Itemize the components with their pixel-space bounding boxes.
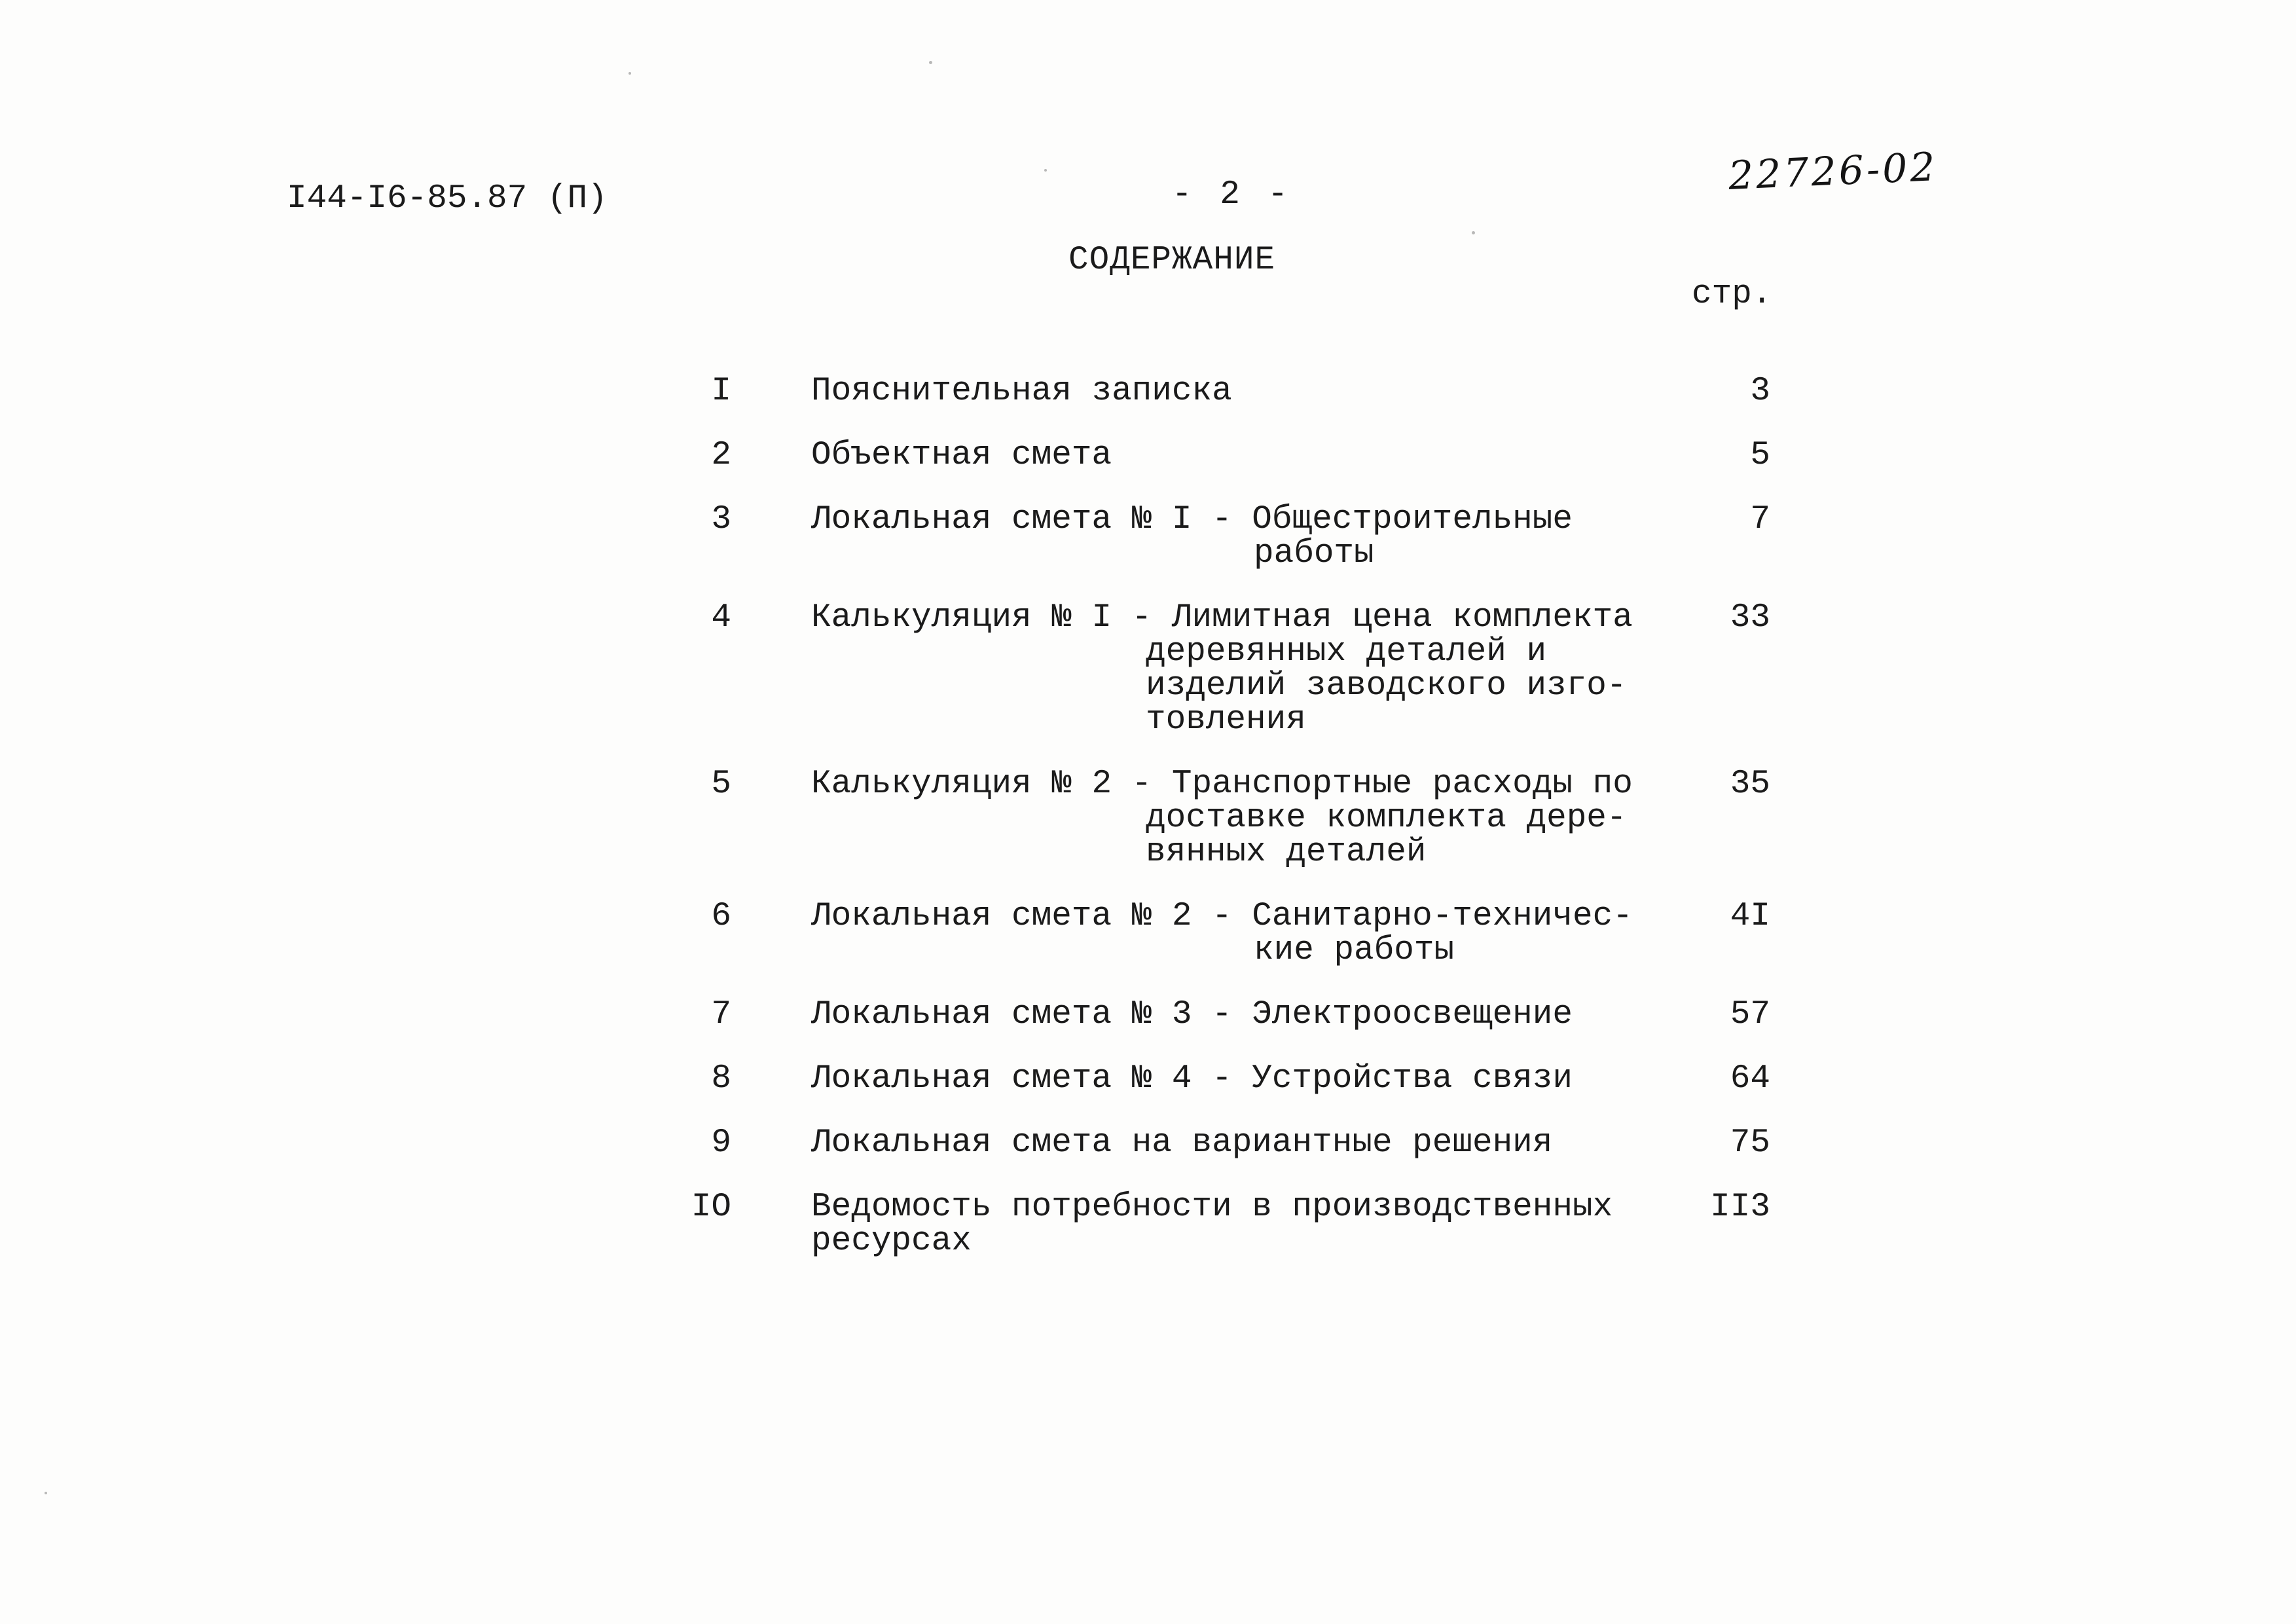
item-page: 33 [1730,599,1770,637]
item-title: Локальная смета на вариантные решения [811,1124,1553,1162]
table-row [664,439,1770,473]
item-title: Локальная смета № 4 - Устройства связи [811,1060,1573,1098]
item-number: 2 [711,437,731,474]
item-title: Локальная смета № 3 - Электроосвещение [811,996,1573,1033]
item-title: Ведомость потребности в производственных ресурсах [811,1189,1613,1260]
item-title: Объектная смета [811,437,1112,474]
item-page: 57 [1730,996,1770,1033]
table-row [664,1126,1770,1160]
item-title: Калькуляция № I - Лимитная цена комплекта деревянных деталей и изделий заводского изго- товления [811,599,1633,739]
item-number: 9 [711,1124,731,1162]
item-number: 5 [711,766,731,803]
item-page: 7 [1750,501,1770,538]
item-number: 6 [711,898,731,935]
page-title: СОДЕРЖАНИЕ [1068,242,1276,279]
table-row [664,503,1770,571]
item-number: 8 [711,1060,731,1098]
page-column-header: стр. [1692,276,1772,313]
item-page: 64 [1730,1060,1770,1098]
item-number: IO [691,1189,731,1226]
table-row [664,1190,1770,1259]
table-row [664,767,1770,870]
table-row [664,1062,1770,1096]
item-title: Калькуляция № 2 - Транспортные расходы по доставке комплекта дере- вянных деталей [811,766,1633,871]
item-number: I [711,373,731,410]
handwritten-code: 22726-02 [1727,144,1939,199]
table-row [664,998,1770,1032]
item-page: 4I [1730,898,1770,935]
page-number-marker: - 2 - [1172,176,1292,213]
item-page: 35 [1730,766,1770,803]
item-number: 3 [711,501,731,538]
item-number: 4 [711,599,731,637]
table-row [664,900,1770,968]
table-row [664,601,1770,737]
item-number: 7 [711,996,731,1033]
scan-speck [45,1492,47,1494]
item-page: II3 [1710,1189,1770,1226]
table-row [664,375,1770,409]
item-title: Пояснительная записка [811,373,1232,410]
scan-speck [1472,231,1475,234]
item-title: Локальная смета № 2 - Санитарно-техничес- кие работы [811,898,1633,969]
table-of-contents [664,375,1770,1289]
scan-speck [1044,169,1047,172]
item-page: 5 [1750,437,1770,474]
item-title: Локальная смета № I - Общестроительные работы [811,501,1573,572]
item-page: 3 [1750,373,1770,410]
document-number: I44-I6-85.87 (П) [287,180,608,217]
item-page: 75 [1730,1124,1770,1162]
scan-speck [629,72,631,75]
scan-speck [929,61,932,64]
